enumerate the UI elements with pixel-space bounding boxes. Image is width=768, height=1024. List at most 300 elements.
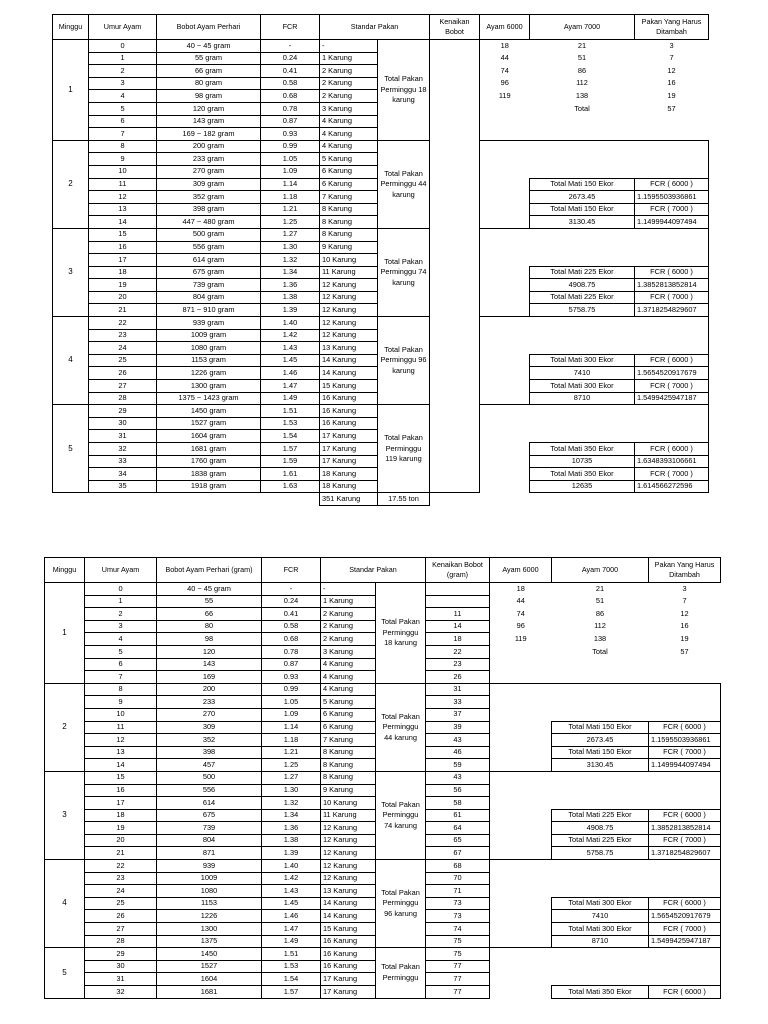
- age-cell: 21: [85, 847, 157, 860]
- feed-cell: 16 Karung: [321, 960, 376, 973]
- column-header-kenaikan: Kenaikan Bobot (gram): [426, 558, 490, 583]
- ayam6000-cell: 18: [500, 40, 509, 50]
- fcr-cell: 1.30: [262, 784, 321, 797]
- empty-area: [490, 771, 721, 809]
- weight-cell: 1681 gram: [157, 443, 261, 456]
- mati-label: Total Mati 300 Ekor: [530, 354, 635, 367]
- empty-cell: [480, 115, 530, 128]
- weight-cell: 871: [157, 847, 262, 860]
- age-cell: 5: [89, 102, 157, 115]
- fcr-label: FCR ( 6000 ): [649, 809, 721, 822]
- empty-cell: [480, 354, 530, 367]
- table-row: [45, 860, 721, 873]
- mati-label: Total Mati 225 Ekor: [552, 809, 649, 822]
- gain-cell: 71: [426, 885, 490, 898]
- age-cell: 22: [89, 317, 157, 330]
- age-cell: 30: [85, 960, 157, 973]
- gain-cell: 18: [426, 633, 490, 646]
- fcr-cell: 1.25: [262, 759, 321, 772]
- weight-cell: 270 gram: [157, 165, 261, 178]
- age-cell: 28: [89, 392, 157, 405]
- gain-cell: 31: [426, 683, 490, 696]
- mati-value: 3130.45: [530, 216, 635, 229]
- gain-cell: 68: [426, 860, 490, 873]
- empty-cell: [480, 102, 530, 115]
- fcr-cell: 0.24: [262, 595, 321, 608]
- mati-label: Total Mati 225 Ekor: [530, 291, 635, 304]
- fcr-cell: 1.57: [262, 986, 321, 999]
- fcr-cell: 1.25: [261, 216, 320, 229]
- age-cell: 28: [85, 935, 157, 948]
- weekly-total: Total Pakan Perminggu 18 karung: [376, 583, 426, 684]
- weight-cell: 352 gram: [157, 191, 261, 204]
- fcr-label: FCR ( 6000 ): [635, 354, 709, 367]
- fcr-cell: 1.14: [262, 721, 321, 734]
- age-cell: 7: [85, 671, 157, 684]
- feed-cell: 2 Karung: [321, 608, 376, 621]
- age-cell: 25: [85, 897, 157, 910]
- age-cell: 33: [89, 455, 157, 468]
- empty-cell: [490, 645, 552, 658]
- fcr-cell: 0.78: [262, 645, 321, 658]
- mati-value: 12635: [530, 480, 635, 493]
- fcr-cell: 1.30: [261, 241, 320, 254]
- gain-cell: 23: [426, 658, 490, 671]
- fcr-value: 1.1595503936861: [649, 734, 721, 747]
- feed-cell: 6 Karung: [320, 178, 378, 191]
- ayam6000-cell: 44: [500, 53, 509, 63]
- fcr-label: FCR ( 7000 ): [635, 291, 709, 304]
- empty-cell: [480, 279, 530, 292]
- weekly-total: Total Pakan Perminggu 74 karung: [378, 228, 430, 316]
- weight-cell: 1226 gram: [157, 367, 261, 380]
- week-number: 5: [53, 405, 89, 493]
- gain-cell: 64: [426, 822, 490, 835]
- mati-value: 3130.45: [552, 759, 649, 772]
- fcr-cell: 1.36: [262, 822, 321, 835]
- gain-cell: 77: [426, 973, 490, 986]
- ayam6000-cell: 44: [516, 596, 525, 606]
- feed-cell: 4 Karung: [320, 128, 378, 141]
- feed-cell: 17 Karung: [321, 986, 376, 999]
- age-cell: 8: [85, 683, 157, 696]
- weight-cell: 804 gram: [157, 291, 261, 304]
- weight-cell: 98: [157, 633, 262, 646]
- gain-cell: 37: [426, 708, 490, 721]
- empty-cell: [480, 191, 530, 204]
- weight-cell: 40 ~ 45 gram: [157, 40, 261, 53]
- empty-cell: [480, 203, 530, 216]
- gain-cell: 46: [426, 746, 490, 759]
- column-header-umur: Umur Ayam: [89, 15, 157, 40]
- fcr-cell: 0.68: [261, 90, 320, 103]
- mati-label: Total Mati 300 Ekor: [530, 380, 635, 393]
- fcr-cell: 1.36: [261, 279, 320, 292]
- mati-value: 5758.75: [530, 304, 635, 317]
- empty-cell: [490, 847, 552, 860]
- fcr-value: 1.1499944097494: [635, 216, 709, 229]
- gain-cell: 56: [426, 784, 490, 797]
- gain-cell: [426, 595, 490, 608]
- weight-cell: 1226: [157, 910, 262, 923]
- fcr-cell: 1.49: [262, 935, 321, 948]
- gain-cell: 58: [426, 797, 490, 810]
- fcr-value: 1.5499425947187: [635, 392, 709, 405]
- weekly-total: Total Pakan Perminggu 96 karung: [376, 860, 426, 948]
- age-cell: 29: [85, 948, 157, 961]
- column-header-fcr: FCR: [261, 15, 320, 40]
- gain-cell: [430, 40, 480, 493]
- column-header-bobot: Bobot Ayam Perhari: [157, 15, 261, 40]
- mati-value: 7410: [552, 910, 649, 923]
- empty-cell: [490, 897, 552, 910]
- fcr-label: FCR ( 6000 ): [635, 266, 709, 279]
- table-row: [53, 228, 709, 241]
- weight-cell: 233: [157, 696, 262, 709]
- empty-cell: [649, 671, 721, 684]
- feed-cell: 15 Karung: [321, 923, 376, 936]
- feed-cell: 18 Karung: [320, 468, 378, 481]
- gain-cell: 77: [426, 986, 490, 999]
- ayam6000-cell: 18: [516, 583, 525, 593]
- feed-cell: 2 Karung: [321, 620, 376, 633]
- fcr-cell: 0.93: [261, 128, 320, 141]
- feed-cell: 8 Karung: [320, 203, 378, 216]
- age-cell: 31: [89, 430, 157, 443]
- empty-cell: [480, 291, 530, 304]
- weight-cell: 55 gram: [157, 52, 261, 65]
- week-number: 2: [53, 140, 89, 228]
- column-header-ayam7000: Ayam 7000: [552, 558, 649, 583]
- mati-value: 4908.75: [552, 822, 649, 835]
- age-cell: 12: [89, 191, 157, 204]
- weight-cell: 1009 gram: [157, 329, 261, 342]
- ayam6000-cell: 119: [498, 90, 511, 100]
- age-cell: 5: [85, 645, 157, 658]
- empty-cell: [480, 480, 530, 493]
- fcr-value: 1.3718254829607: [635, 304, 709, 317]
- weight-cell: 1604 gram: [157, 430, 261, 443]
- age-cell: 10: [89, 165, 157, 178]
- weight-cell: 1153 gram: [157, 354, 261, 367]
- age-cell: 30: [89, 417, 157, 430]
- fcr-cell: 1.40: [262, 860, 321, 873]
- mati-label: Total Mati 350 Ekor: [530, 468, 635, 481]
- feed-cell: 18 Karung: [320, 480, 378, 493]
- empty-cell: [480, 128, 530, 141]
- weight-cell: 40 ~ 45 gram: [157, 583, 262, 596]
- fcr-cell: 1.46: [262, 910, 321, 923]
- feed-cell: 3 Karung: [320, 102, 378, 115]
- feed-cell: 2 Karung: [320, 90, 378, 103]
- feed-cell: -: [320, 40, 378, 53]
- age-cell: 35: [89, 480, 157, 493]
- weight-cell: 120: [157, 645, 262, 658]
- empty-area: [480, 140, 709, 178]
- feed-cell: 8 Karung: [321, 759, 376, 772]
- feed-cell: 17 Karung: [320, 443, 378, 456]
- age-cell: 6: [89, 115, 157, 128]
- mati-label: Total Mati 300 Ekor: [552, 897, 649, 910]
- age-cell: 27: [85, 923, 157, 936]
- weekly-total: Total Pakan Perminggu 96 karung: [378, 317, 430, 405]
- column-header-minggu: Minggu: [53, 15, 89, 40]
- fcr-cell: 1.09: [262, 708, 321, 721]
- empty-cell: [530, 115, 635, 128]
- age-cell: 32: [85, 986, 157, 999]
- age-cell: 23: [89, 329, 157, 342]
- empty-cell: [480, 443, 530, 456]
- footer-karung: 351 Karung: [320, 493, 378, 506]
- weight-cell: 200 gram: [157, 140, 261, 153]
- mati-label: Total Mati 225 Ekor: [530, 266, 635, 279]
- mati-value: 7410: [530, 367, 635, 380]
- age-cell: 23: [85, 872, 157, 885]
- gain-cell: 43: [426, 771, 490, 784]
- fcr-cell: 1.27: [262, 771, 321, 784]
- fcr-cell: 1.34: [262, 809, 321, 822]
- ayam6000-cell: 96: [500, 78, 509, 88]
- age-cell: 6: [85, 658, 157, 671]
- fcr-value: 1.1499944097494: [649, 759, 721, 772]
- mati-label: Total Mati 150 Ekor: [552, 721, 649, 734]
- age-cell: 9: [89, 153, 157, 166]
- fcr-cell: 0.68: [262, 633, 321, 646]
- feed-cell: 1 Karung: [320, 52, 378, 65]
- weight-cell: 80 gram: [157, 77, 261, 90]
- feed-cell: 6 Karung: [320, 165, 378, 178]
- empty-area: [480, 228, 709, 266]
- week-number: 1: [45, 583, 85, 684]
- column-header-standar: Standar Pakan: [320, 15, 430, 40]
- weight-cell: 398 gram: [157, 203, 261, 216]
- fcr-cell: 1.38: [262, 834, 321, 847]
- age-cell: 3: [85, 620, 157, 633]
- fcr-cell: 1.51: [262, 948, 321, 961]
- weight-cell: 1918 gram: [157, 480, 261, 493]
- feed-cell: 4 Karung: [320, 140, 378, 153]
- ayam7000-cell: 86: [595, 608, 605, 618]
- gain-cell: 33: [426, 696, 490, 709]
- fcr-cell: 1.53: [262, 960, 321, 973]
- mati-label: Total Mati 350 Ekor: [530, 443, 635, 456]
- mati-value: 8710: [530, 392, 635, 405]
- feed-cell: 12 Karung: [320, 317, 378, 330]
- weight-cell: 1300 gram: [157, 380, 261, 393]
- feed-cell: 4 Karung: [321, 671, 376, 684]
- footer-row: [53, 493, 709, 506]
- weight-cell: 55: [157, 595, 262, 608]
- total-label: Total: [592, 646, 608, 656]
- pakan-cell: 12: [680, 608, 689, 618]
- column-header-standar: Standar Pakan: [321, 558, 426, 583]
- column-header-umur: Umur Ayam: [85, 558, 157, 583]
- fcr-label: FCR ( 7000 ): [649, 746, 721, 759]
- column-header-ayam6000: Ayam 6000: [480, 15, 530, 40]
- age-cell: 21: [89, 304, 157, 317]
- fcr-value: 1.3852813852814: [649, 822, 721, 835]
- fcr-cell: 1.34: [261, 266, 320, 279]
- mati-label: Total Mati 150 Ekor: [530, 178, 635, 191]
- age-cell: 24: [85, 885, 157, 898]
- weight-cell: 98 gram: [157, 90, 261, 103]
- empty-cell: [490, 910, 552, 923]
- empty-cell: [480, 392, 530, 405]
- column-header-fcr: FCR: [262, 558, 321, 583]
- age-cell: 18: [85, 809, 157, 822]
- weight-cell: 66: [157, 608, 262, 621]
- week-number: 4: [45, 860, 85, 948]
- feed-cell: 16 Karung: [320, 405, 378, 418]
- feed-cell: 12 Karung: [321, 834, 376, 847]
- weight-cell: 352: [157, 734, 262, 747]
- mati-value: 5758.75: [552, 847, 649, 860]
- age-cell: 17: [89, 254, 157, 267]
- fcr-cell: 1.39: [262, 847, 321, 860]
- fcr-cell: 1.05: [261, 153, 320, 166]
- fcr-cell: 1.61: [261, 468, 320, 481]
- age-cell: 2: [85, 608, 157, 621]
- mati-label: Total Mati 225 Ekor: [552, 834, 649, 847]
- gain-cell: 75: [426, 935, 490, 948]
- feed-cell: 9 Karung: [321, 784, 376, 797]
- weight-cell: 143 gram: [157, 115, 261, 128]
- gain-cell: 61: [426, 809, 490, 822]
- feed-cell: 8 Karung: [320, 228, 378, 241]
- weight-cell: 804: [157, 834, 262, 847]
- fcr-value: 1.5654520917679: [649, 910, 721, 923]
- ayam7000-cell: 21: [595, 583, 605, 593]
- age-cell: 0: [89, 40, 157, 53]
- fcr-cell: 1.43: [261, 342, 320, 355]
- feed-cell: 14 Karung: [320, 354, 378, 367]
- gain-cell: 70: [426, 872, 490, 885]
- weight-cell: 500 gram: [157, 228, 261, 241]
- pakan-cell: 16: [680, 621, 689, 631]
- gain-cell: 75: [426, 948, 490, 961]
- age-cell: 11: [85, 721, 157, 734]
- weight-cell: 457: [157, 759, 262, 772]
- weight-cell: 1604: [157, 973, 262, 986]
- age-cell: 27: [89, 380, 157, 393]
- feed-cell: 16 Karung: [320, 392, 378, 405]
- ayam6000-cell: 96: [516, 621, 525, 631]
- age-cell: 31: [85, 973, 157, 986]
- empty-cell: [480, 304, 530, 317]
- fcr-cell: 1.32: [262, 797, 321, 810]
- fcr-label: FCR ( 7000 ): [635, 203, 709, 216]
- weekly-total: Total Pakan Perminggu 18 karung: [378, 40, 430, 141]
- feed-cell: 16 Karung: [321, 948, 376, 961]
- age-cell: 19: [89, 279, 157, 292]
- age-cell: 32: [89, 443, 157, 456]
- empty-cell: [53, 493, 89, 506]
- age-cell: 20: [89, 291, 157, 304]
- fcr-label: FCR ( 7000 ): [635, 380, 709, 393]
- column-header-minggu: Minggu: [45, 558, 85, 583]
- empty-cell: [480, 266, 530, 279]
- column-header-pakan: Pakan Yang Harus Ditambah: [635, 15, 709, 40]
- weekly-total: Total Pakan Perminggu 44 karung: [376, 683, 426, 771]
- ayam7000-cell: 51: [595, 596, 605, 606]
- total-value: 57: [667, 103, 676, 113]
- fcr-cell: 1.32: [261, 254, 320, 267]
- empty-cell: [480, 367, 530, 380]
- pakan-cell: 7: [669, 53, 674, 63]
- fcr-label: FCR ( 6000 ): [649, 721, 721, 734]
- fcr-cell: 0.87: [262, 658, 321, 671]
- feed-cell: 17 Karung: [321, 973, 376, 986]
- empty-cell: [490, 923, 552, 936]
- weekly-total: Total Pakan Perminggu 44 karung: [378, 140, 430, 228]
- fcr-cell: 1.05: [262, 696, 321, 709]
- age-cell: 4: [89, 90, 157, 103]
- weekly-total: Total Pakan Perminggu 119 karung: [378, 405, 430, 493]
- weight-cell: 939 gram: [157, 317, 261, 330]
- feed-cell: 12 Karung: [320, 329, 378, 342]
- fcr-cell: 1.54: [261, 430, 320, 443]
- mati-label: Total Mati 300 Ekor: [552, 923, 649, 936]
- mati-label: Total Mati 150 Ekor: [552, 746, 649, 759]
- feed-cell: 15 Karung: [320, 380, 378, 393]
- fcr-cell: 1.09: [261, 165, 320, 178]
- age-cell: 22: [85, 860, 157, 873]
- weight-cell: 270: [157, 708, 262, 721]
- fcr-cell: 1.47: [262, 923, 321, 936]
- age-cell: 24: [89, 342, 157, 355]
- fcr-cell: 1.21: [261, 203, 320, 216]
- weight-cell: 500: [157, 771, 262, 784]
- fcr-cell: 1.43: [262, 885, 321, 898]
- age-cell: 20: [85, 834, 157, 847]
- mati-value: 2673.45: [530, 191, 635, 204]
- feed-cell: 14 Karung: [321, 897, 376, 910]
- mati-value: 2673.45: [552, 734, 649, 747]
- weight-cell: 120 gram: [157, 102, 261, 115]
- week-number: 1: [53, 40, 89, 141]
- empty-cell: [490, 734, 552, 747]
- fcr-value: 1.6348393106661: [635, 455, 709, 468]
- age-cell: 14: [89, 216, 157, 229]
- feed-cell: -: [321, 583, 376, 596]
- age-cell: 34: [89, 468, 157, 481]
- age-cell: 18: [89, 266, 157, 279]
- weight-cell: 143: [157, 658, 262, 671]
- header-row: [53, 15, 709, 40]
- feed-cell: 8 Karung: [321, 746, 376, 759]
- age-cell: 13: [85, 746, 157, 759]
- empty-cell: [490, 658, 552, 671]
- age-cell: 15: [89, 228, 157, 241]
- column-header-kenaikan: Kenaikan Bobot: [430, 15, 480, 40]
- fcr-value: 1.3718254829607: [649, 847, 721, 860]
- empty-cell: [490, 986, 552, 999]
- fcr-cell: 0.99: [262, 683, 321, 696]
- fcr-value: 1.614566272596: [635, 480, 709, 493]
- weight-cell: 1527 gram: [157, 417, 261, 430]
- fcr-cell: 0.41: [261, 65, 320, 78]
- feed-cell: 12 Karung: [320, 291, 378, 304]
- fcr-label: FCR ( 6000 ): [635, 443, 709, 456]
- empty-cell: [490, 809, 552, 822]
- gain-cell: 74: [426, 923, 490, 936]
- weight-cell: 66 gram: [157, 65, 261, 78]
- weight-cell: 675: [157, 809, 262, 822]
- fcr-cell: 1.27: [261, 228, 320, 241]
- weight-cell: 675 gram: [157, 266, 261, 279]
- weight-cell: 1760 gram: [157, 455, 261, 468]
- feed-cell: 4 Karung: [320, 115, 378, 128]
